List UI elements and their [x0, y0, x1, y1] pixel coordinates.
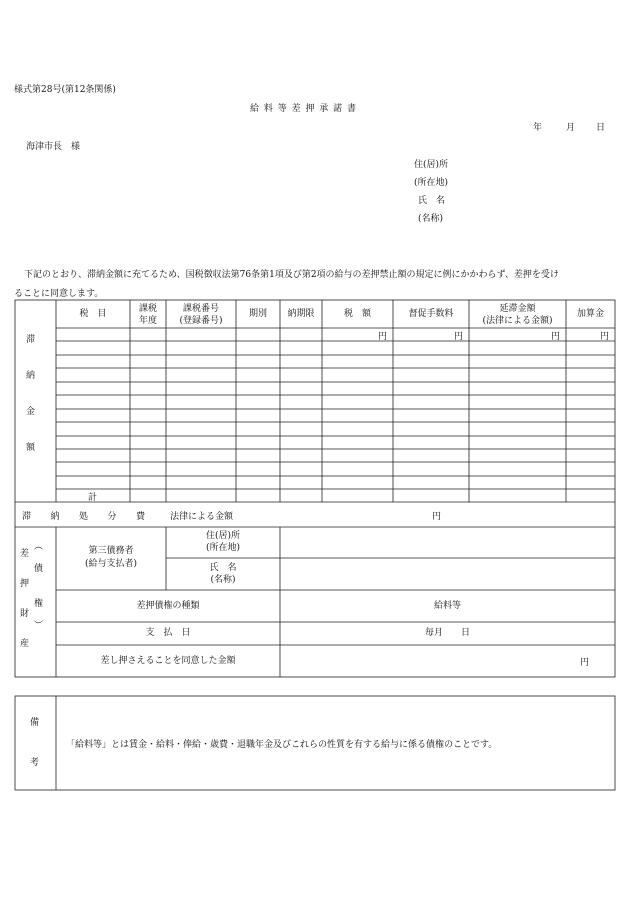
header-deadline: 納期限 [287, 309, 315, 319]
agreed-amount-yen: 円 [580, 658, 590, 668]
third-party-sub: (給与支払者) [84, 559, 138, 569]
agreed-amount-label: 差し押さえることを同意した金額 [100, 656, 236, 666]
header-surcharge: 加算金 [576, 309, 604, 319]
date-day: 日 [596, 123, 606, 133]
yen-late: 円 [551, 332, 561, 342]
yen-amount: 円 [378, 332, 388, 342]
addressee: 海津市長 様 [26, 142, 81, 152]
seize-vertical-label: 差 押 財 産 [20, 549, 30, 649]
payday-value: 毎月 日 [424, 628, 470, 638]
tp-name-label: 氏 名 [209, 563, 237, 573]
applicant-name-sub: (名称) [418, 214, 444, 224]
tp-address-label: 住(居)所 [205, 531, 241, 541]
yen-fee: 円 [454, 332, 464, 342]
header-late-1: 延滞金額 [499, 304, 536, 314]
yen-surcharge: 円 [600, 332, 610, 342]
header-amount: 税 額 [343, 309, 371, 319]
third-party-label: 第三債務者 [88, 546, 134, 556]
intro-line-2: ることに同意します。 [14, 289, 104, 299]
expense-label: 滞 納 処 分 費 [22, 512, 146, 522]
header-period: 期別 [248, 309, 267, 319]
date-month: 月 [566, 123, 576, 133]
claim-bracket-label: ︵ 債 権 ︶ [34, 542, 44, 631]
page-title: 給 料 等 差 押 承 諾 書 [250, 104, 358, 114]
expense-yen: 円 [432, 512, 442, 522]
form-number: 様式第28号(第12条関係) [14, 85, 116, 95]
tp-address-sub: (所在地) [205, 543, 241, 553]
tp-name-sub: (名称) [210, 575, 236, 585]
remarks-vertical-label: 備 考 [30, 718, 40, 768]
remarks-text: 「給料等」とは賃金・給料・俸給・歳費・退職年金及びこれらの性質を有する給与に係る債権のことです。 [66, 740, 498, 750]
expense-sub: 法律による金額 [170, 512, 234, 522]
payday-label: 支 払 日 [145, 628, 191, 638]
header-item: 税 目 [79, 309, 107, 319]
applicant-address-label: 住(居)所 [414, 160, 449, 170]
header-taxno-2: (登録番号) [179, 316, 223, 326]
header-fee: 督促手数料 [408, 309, 454, 319]
total-label: 計 [88, 493, 98, 503]
date-year: 年 [533, 123, 543, 133]
header-taxno-1: 課税番号 [182, 304, 219, 314]
applicant-address-sub: (所在地) [414, 178, 449, 188]
header-late-2: (法律による金額) [482, 316, 553, 326]
applicant-name-label: 氏 名 [418, 196, 446, 206]
arrears-vertical-label: 滞 納 金 額 [26, 335, 36, 453]
claim-type-value: 給料等 [433, 601, 461, 611]
header-year-2: 年度 [138, 316, 157, 326]
intro-line-1: 下記のとおり、滞納金額に充てるため、国税徴収法第76条第1項及び第2項の給与の差押禁止額の規定に例にかかわらず、差押を受け [24, 270, 559, 280]
claim-type-label: 差押債権の種類 [136, 601, 200, 611]
header-year-1: 課税 [138, 304, 157, 314]
